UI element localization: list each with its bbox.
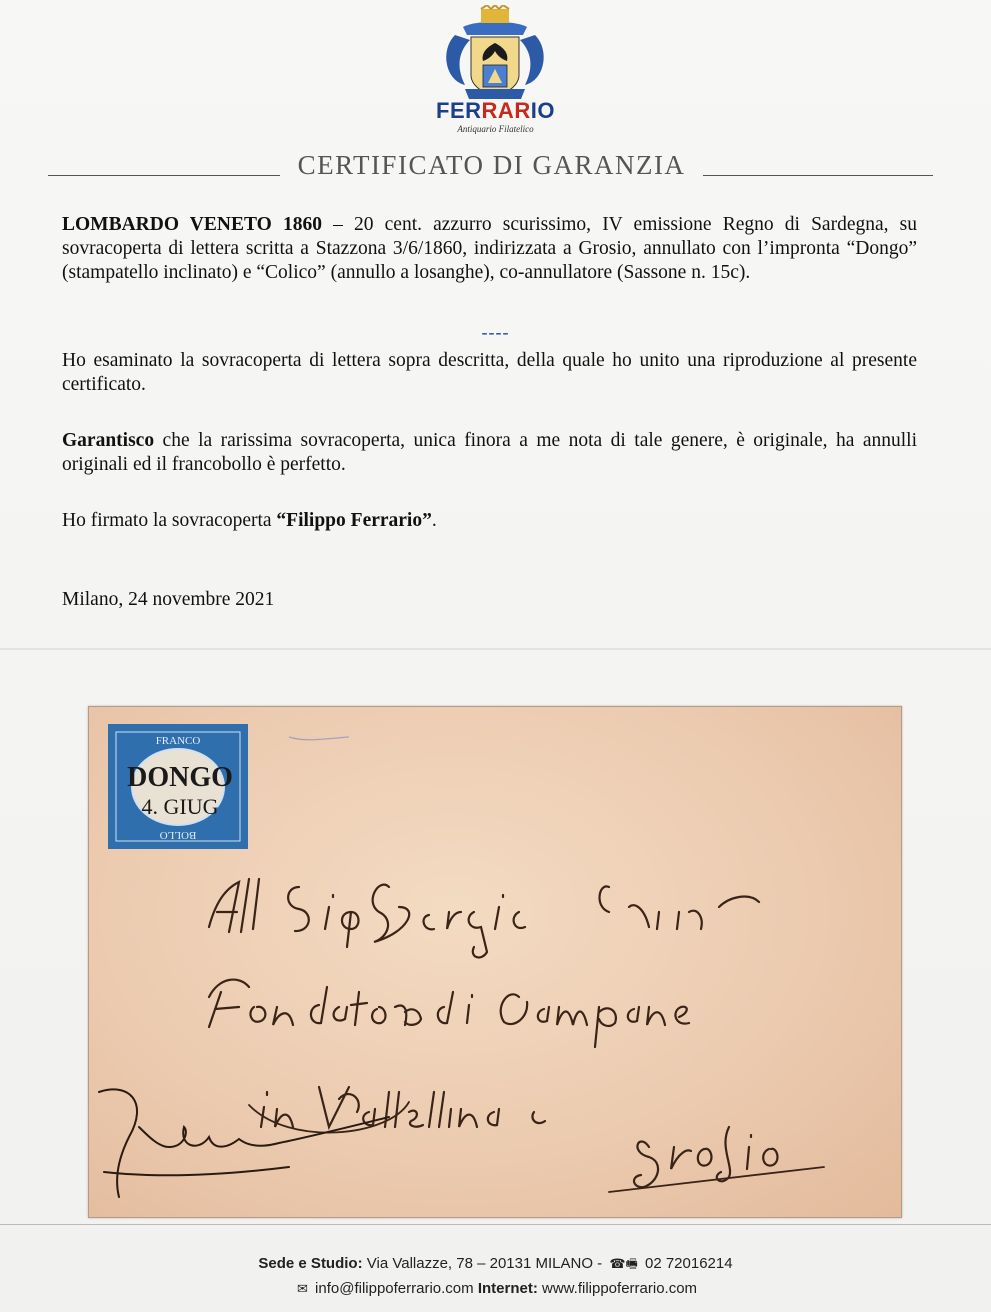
footer-phone: 02 72016214 bbox=[640, 1255, 733, 1272]
brand-part-1: FER bbox=[436, 98, 482, 123]
stamp-bottom-text: BOLLO bbox=[159, 829, 197, 841]
brand-name bbox=[0, 98, 991, 124]
guarantee-paragraph bbox=[62, 429, 917, 477]
separator: ---- bbox=[481, 322, 510, 342]
guarantee-lead: Garantisco bbox=[62, 430, 155, 451]
certificate-title: CERTIFICATO DI GARANZIA bbox=[297, 150, 686, 180]
item-description: – 20 cent. azzurro scurissimo, IV emissione Regno di Sardegna, su sovracoperta di lettera scritta a Stazzona 3/6/1860, indirizzata a Grosio, annullato con l’impronta “Dongo” (stampatello inclinato) e “Colico” (annullo a losanghe), co-annullatore (Sassone n. 15c). bbox=[62, 214, 917, 283]
signature-name: “Filippo Ferrario” bbox=[276, 510, 432, 531]
brand-part-3: IO bbox=[530, 98, 555, 123]
item-heading: LOMBARDO VENETO 1860 bbox=[62, 214, 322, 235]
brand-tagline: Antiquario Filatelico bbox=[457, 124, 534, 134]
place-date: Milano, 24 novembre 2021 bbox=[62, 589, 275, 610]
examination-paragraph: Ho esaminato la sovracoperta di lettera sopra descritta, della quale ho unito una riproduzione al presente certificato. bbox=[62, 350, 917, 395]
footer-rule bbox=[0, 1224, 991, 1225]
description-paragraph bbox=[62, 213, 917, 285]
footer-address: Via Vallazze, 78 – 20131 MILANO - bbox=[362, 1255, 607, 1272]
brand-part-2: RAR bbox=[481, 98, 531, 123]
page-fold bbox=[0, 648, 991, 650]
footer-label-office: Sede e Studio: bbox=[258, 1255, 363, 1272]
title-rule-left bbox=[48, 175, 280, 176]
signature-paragraph bbox=[62, 509, 917, 533]
signature-text: Ho firmato la sovracoperta bbox=[62, 510, 277, 531]
footer-contact-line bbox=[0, 1280, 991, 1297]
signature-end: . bbox=[431, 510, 437, 531]
guarantee-text: che la rarissima sovracoperta, unica finora a me nota di tale genere, è originale, ha annulli originali ed il francobollo è perfetto. bbox=[62, 430, 917, 475]
phone-fax-icon: ☎🖷 bbox=[609, 1256, 638, 1271]
footer-label-internet: Internet: bbox=[477, 1280, 538, 1297]
envelope-icon: ✉ bbox=[296, 1281, 308, 1296]
cancel-line-1: DONGO bbox=[127, 762, 233, 793]
postage-stamp bbox=[108, 724, 248, 849]
cancel-line-2: 4. GIUG bbox=[141, 794, 219, 819]
stamp-top-text: FRANCO bbox=[155, 735, 201, 747]
title-rule-right bbox=[703, 175, 933, 176]
title-row bbox=[48, 150, 933, 190]
footer-address-line bbox=[0, 1255, 991, 1277]
footer-email[interactable]: info@filippoferrario.com bbox=[310, 1280, 478, 1297]
footer-website[interactable]: www.filippoferrario.com bbox=[537, 1280, 698, 1297]
